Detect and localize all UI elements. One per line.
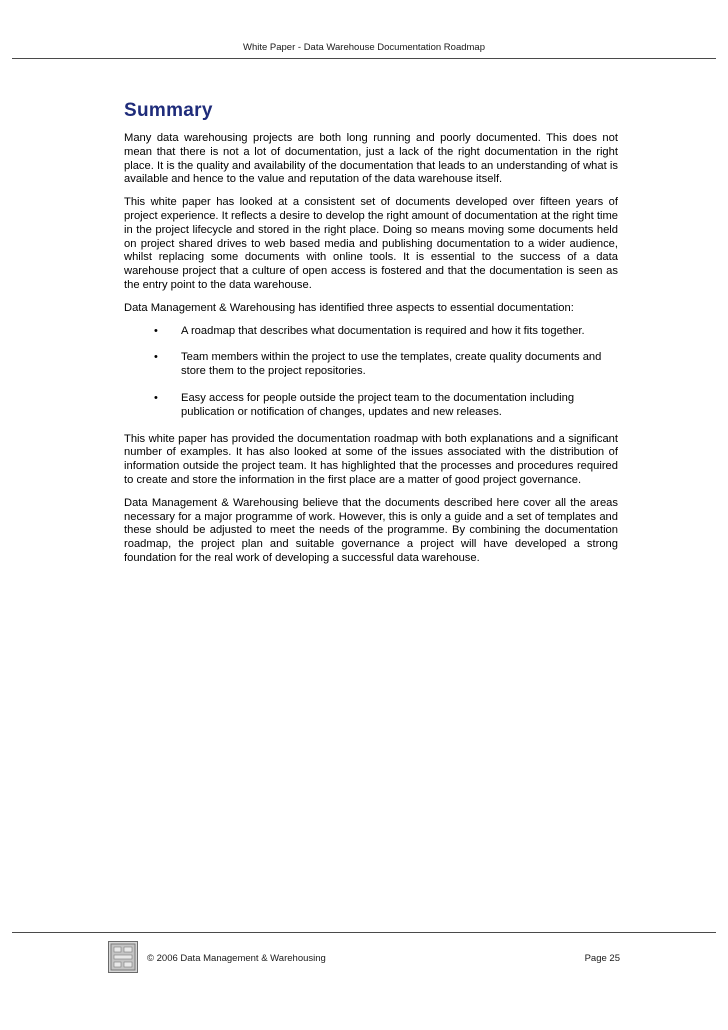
page-number: Page 25 [584,953,620,964]
list-item-text: A roadmap that describes what documentation is required and how it fits together. [181,324,585,337]
running-header: White Paper - Data Warehouse Documentation Roadmap [242,42,486,53]
company-logo-icon-graphic [109,942,137,972]
page-content [124,100,618,575]
footer-divider [12,932,716,933]
bullet-icon: • [154,324,158,337]
bullet-icon: • [154,391,158,404]
paragraph: Data Management & Warehousing has identified three aspects to essential documentation: [124,301,574,314]
list-item [124,325,618,339]
list-item [124,392,618,420]
paragraph: This white paper has provided the documentation roadmap with both explanations and a significant number of examples. It has also looked at some of the issues associated with the distribution of information outside the project team. It has highlighted that the processes and procedures required to create and store the information in the first place are a matter of good project governance. [124,432,618,486]
company-logo-icon [108,941,138,973]
bullet-list [124,325,618,420]
list-item-text: Easy access for people outside the project team to the documentation including publication or notification of changes, updates and new releases. [181,391,575,418]
paragraph: This white paper has looked at a consistent set of documents developed over fifteen years of project experience. It reflects a desire to develop the right amount of documentation at the right time in the project lifecycle and stored in the right place. Doing so means moving some documents held on project shared drives to web based media and publishing documentation to a wider audience, whilst replacing some documents with online tools. It is essential to the success of a data warehouse project that a culture of open access is fostered and that the documentation is seen as the entry point to the data warehouse. [124,196,618,291]
paragraph: Many data warehousing projects are both long running and poorly documented. This does not mean that there is not a lot of documentation, just a lack of the right documentation in the right place. It is the quality and availability of the documentation that leads to an understanding of what is available and hence to the value and reputation of the data warehouse itself. [124,132,618,186]
header-divider [12,58,716,59]
section-heading: Summary [124,100,213,121]
bullet-icon: • [154,351,158,364]
paragraph: Data Management & Warehousing believe that the documents described here cover all the areas necessary for a major programme of work. However, this is only a guide and a set of templates and these should be adjusted to meet the needs of the programme. By combining the documentation roadmap, the project plan and suitable governance a project will have developed a strong foundation for the real work of developing a successful data warehouse. [124,496,618,564]
list-item-text: Team members within the project to use the templates, create quality documents and store them to the project repositories. [181,351,602,378]
footer-copyright: © 2006 Data Management & Warehousing [147,953,326,964]
list-item [124,351,618,379]
